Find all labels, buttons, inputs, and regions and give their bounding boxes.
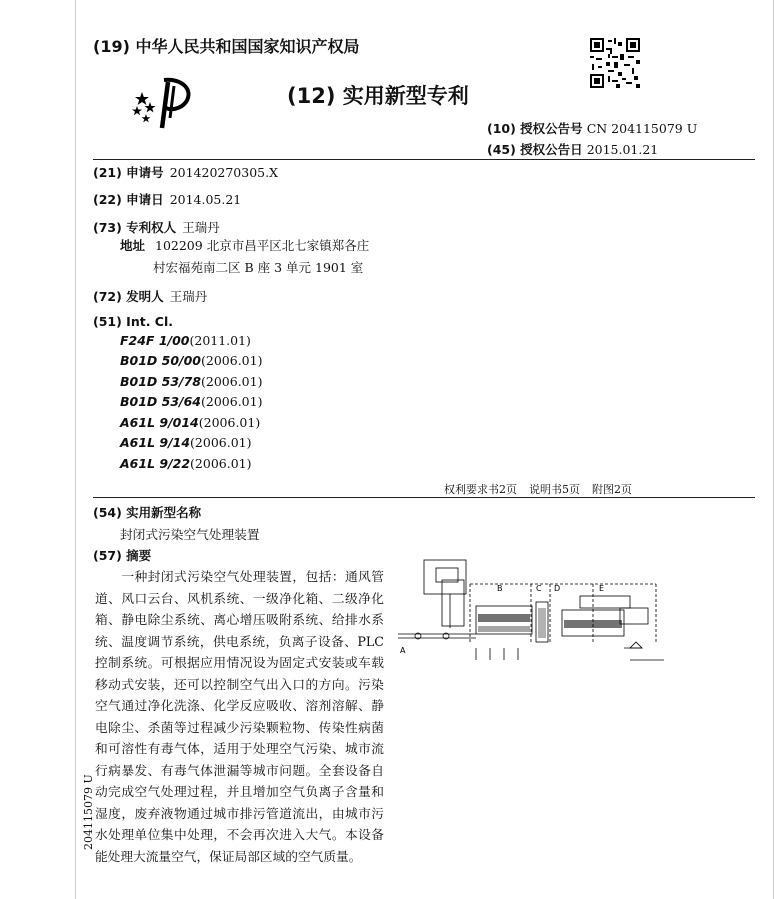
publication-number-row	[487, 119, 697, 137]
ipc-label: (51) Int. Cl.	[93, 314, 174, 329]
address-label: 地址	[120, 238, 146, 253]
inventor-label: (72) 发明人	[93, 289, 164, 304]
right-margin-line	[773, 0, 774, 899]
ipc-item: A61L 9/14(2006.01)	[120, 435, 252, 450]
abstract-text	[95, 566, 384, 867]
svg-text:E: E	[599, 584, 605, 593]
header-divider	[93, 159, 755, 160]
utility-model-title: 封闭式污染空气处理装置	[120, 527, 260, 542]
title-label: (54) 实用新型名称	[93, 505, 202, 520]
patent-type: (12) 实用新型专利	[287, 84, 469, 108]
patentee-row	[93, 218, 220, 236]
application-number-row	[93, 163, 278, 181]
inventor-row	[93, 287, 207, 305]
office-name: (19) 中华人民共和国国家知识产权局	[93, 37, 360, 56]
address-line-1: 102209 北京市昌平区北七家镇郑各庄	[155, 238, 370, 253]
patentee: 王瑞丹	[182, 220, 220, 235]
claims-pages: 权利要求书2页	[444, 483, 517, 496]
page-counts	[444, 481, 644, 497]
inventor: 王瑞丹	[169, 289, 208, 304]
qr-code-icon	[590, 38, 640, 88]
address-block	[120, 235, 369, 279]
svg-text:C: C	[536, 584, 542, 593]
svg-text:B: B	[497, 584, 503, 593]
publication-date: 2015.01.21	[586, 142, 659, 157]
side-patent-number: 204115079 U	[82, 774, 95, 850]
publication-number: CN 204115079 U	[586, 121, 698, 136]
ipc-item: B01D 50/00(2006.01)	[120, 353, 263, 368]
abstract-label: (57) 摘要	[93, 548, 152, 563]
svg-text:D: D	[554, 584, 561, 593]
ipc-item: A61L 9/22(2006.01)	[120, 456, 252, 471]
application-number-label: (21) 申请号	[93, 165, 164, 180]
drawing-pages: 附图2页	[592, 483, 632, 496]
abstract-drawing	[398, 556, 678, 666]
publication-date-label: (45) 授权公告日	[487, 142, 583, 157]
application-date-label: (22) 申请日	[93, 192, 164, 207]
left-margin-line	[75, 0, 76, 899]
description-pages: 说明书5页	[529, 483, 580, 496]
publication-number-label: (10) 授权公告号	[487, 121, 583, 136]
patentee-label: (73) 专利权人	[93, 220, 177, 235]
svg-text:A: A	[400, 646, 406, 655]
section-divider	[93, 497, 755, 498]
ipc-item: B01D 53/64(2006.01)	[120, 394, 263, 409]
publication-date-row	[487, 140, 658, 158]
ipc-item: A61L 9/014(2006.01)	[120, 415, 261, 430]
abstract-body: 一种封闭式污染空气处理装置，包括：通风管道、风口云台、风机系统、一级净化箱、二级净化箱、静电除尘系统、离心增压吸附系统、给排水系统、温度调节系统，供电系统，负离子设备、PLC 控制系统。可根据应用情况设为固定式安装或车载移动式安装，还可以控制空气出入口的方向。污染空气通过净化洗涤、化学反应吸收、溶剂溶解、静电除尘、杀菌等过程减少污染颗粒物、传染性病菌和可溶性有毒气体，适用于处理空气污染、城市流行病暴发、有毒气体泄漏等城市问题。全套设备自动完成空气处理过程，并且增加空气负离子含量和湿度，废弃液物通过城市排污管道流出，由城市污水处理单位集中处理，不会再次进入大气。本设备能处理大流量空气，保证局部区域的空气质量。	[95, 569, 384, 864]
ipc-item: B01D 53/78(2006.01)	[120, 374, 263, 389]
application-date: 2014.05.21	[169, 192, 242, 207]
address-line-2: 村宏福苑南二区 B 座 3 单元 1901 室	[153, 260, 364, 275]
ipc-item: F24F 1/00(2011.01)	[120, 333, 251, 348]
application-number: 201420270305.X	[169, 165, 278, 180]
application-date-row	[93, 190, 241, 208]
cnipa-logo-icon	[128, 72, 198, 132]
